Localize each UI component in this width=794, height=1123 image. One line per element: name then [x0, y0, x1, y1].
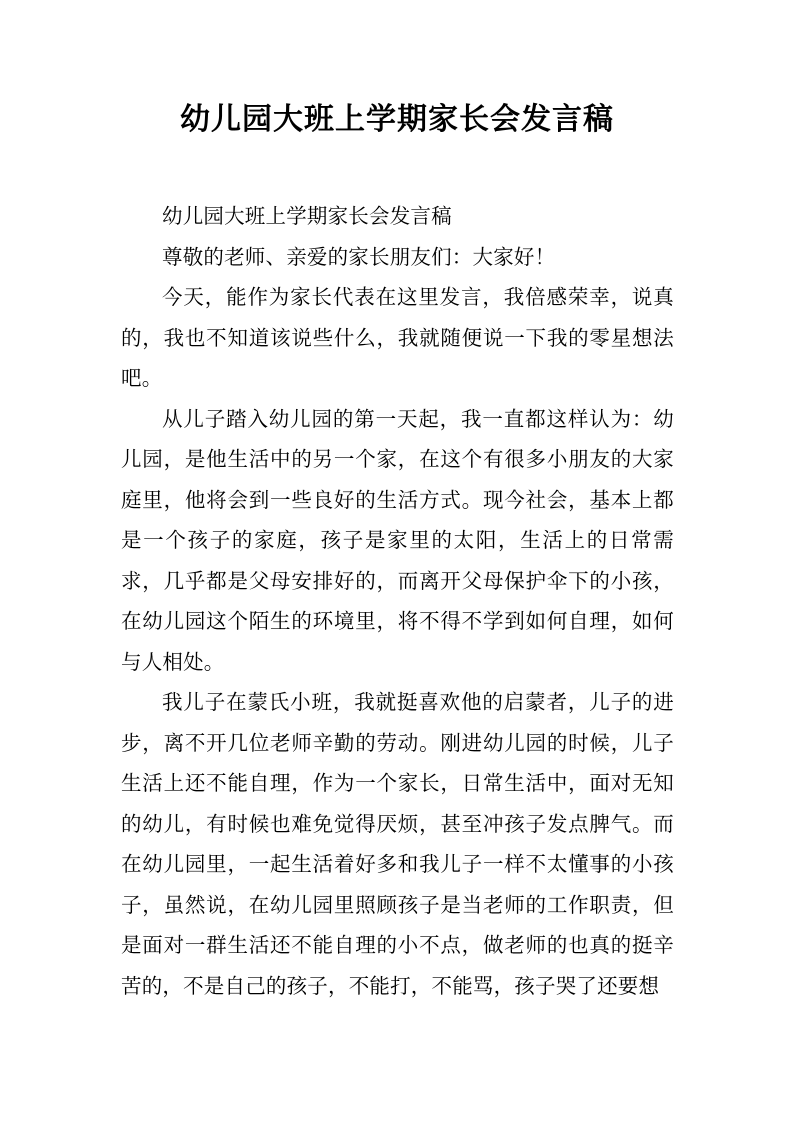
- paragraph-teachers: 我儿子在蒙氏小班，我就挺喜欢他的启蒙者，儿子的进步，离不开几位老师辛勤的劳动。刚进幼儿园的时候，儿子生活上还不能自理，作为一个家长，日常生活中，面对无知的幼儿，有时候也难免觉得厌烦，甚至冲孩子发点脾气。而在幼儿园里，一起生活着好多和我儿子一样不太懂事的小孩子，虽然说，在幼儿园里照顾孩子是当老师的工作职责，但是面对一群生活还不能自理的小不点，做老师的也真的挺辛苦的，不是自己的孩子，不能打，不能骂，孩子哭了还要想: [121, 690, 674, 998]
- paragraph-subtitle: 幼儿园大班上学期家长会发言稿: [162, 204, 452, 228]
- paragraph-greeting: 尊敬的老师、亲爱的家长朋友们：大家好！: [162, 244, 556, 269]
- paragraph-kindergarten-home: 从儿子踏入幼儿园的第一天起，我一直都这样认为：幼儿园，是他生活中的另一个家，在这个有很多小朋友的大家庭里，他将会到一些良好的生活方式。现今社会，基本上都是一个孩子的家庭，孩子是家里的太阳，生活上的日常需求，几乎都是父母安排好的，而离开父母保护伞下的小孩，在幼儿园这个陌生的环境里，将不得不学到如何自理，如何与人相处。: [121, 406, 674, 674]
- document-body: [121, 196, 674, 1006]
- document-title: 幼儿园大班上学期家长会发言稿: [180, 102, 614, 137]
- paragraph-intro: 今天，能作为家长代表在这里发言，我倍感荣幸，说真的，我也不知道该说些什么，我就随便说一下我的零星想法吧。: [121, 285, 674, 390]
